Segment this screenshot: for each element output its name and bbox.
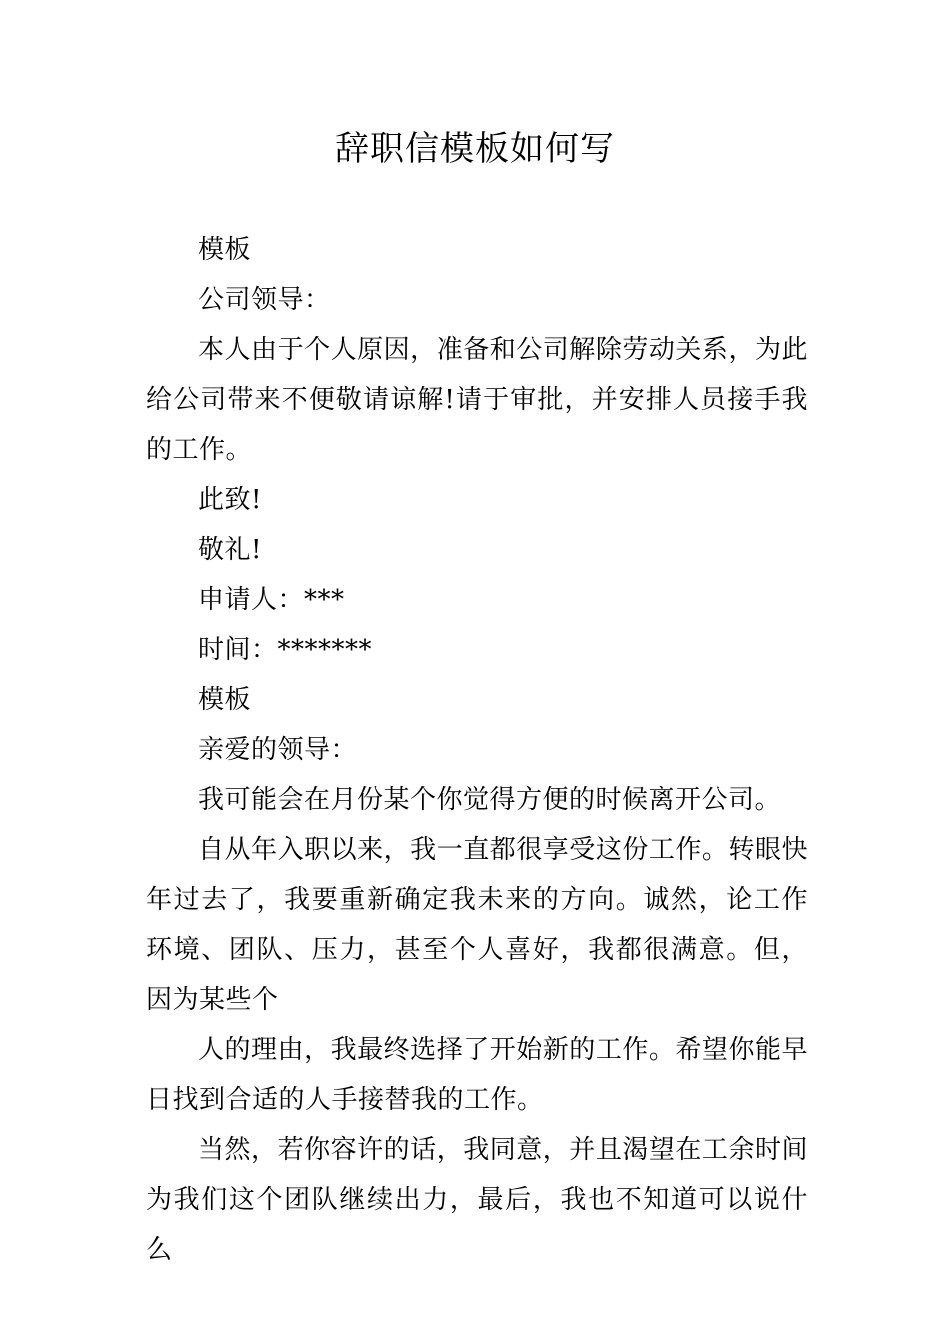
document-body <box>146 225 808 1275</box>
paragraph-salutation-1: 公司领导： <box>198 285 331 315</box>
paragraph-closing-2: 敬礼! <box>198 535 262 565</box>
paragraph-body-5: 当然，若你容许的话，我同意，并且渴望在工余时间为我们这个团队继续出力，最后，我也不知道可以说什么 <box>146 1135 808 1265</box>
paragraph-body-4: 人的理由，我最终选择了开始新的工作。希望你能早日找到合适的人手接替我的工作。 <box>146 1035 808 1115</box>
paragraph-body-2: 我可能会在月份某个你觉得方便的时候离开公司。 <box>198 785 782 815</box>
paragraph-body-3: 自从年入职以来，我一直都很享受这份工作。转眼快年过去了，我要重新确定我未来的方向。诚然，论工作环境、团队、压力，甚至个人喜好，我都很满意。但，因为某些个 <box>146 835 808 1015</box>
paragraph-salutation-2: 亲爱的领导： <box>198 735 358 765</box>
paragraph-body-1: 本人由于个人原因，准备和公司解除劳动关系，为此给公司带来不便敬请谅解!请于审批，并安排人员接手我的工作。 <box>146 335 808 465</box>
document-title: 辞职信模板如何写 <box>335 129 615 169</box>
paragraph-date: 时间：******* <box>198 635 373 665</box>
paragraph-closing-1: 此致! <box>198 485 262 515</box>
paragraph-template-label-2: 模板 <box>198 685 252 715</box>
paragraph-applicant: 申请人：*** <box>198 585 345 615</box>
paragraph-template-label-1: 模板 <box>198 235 252 265</box>
